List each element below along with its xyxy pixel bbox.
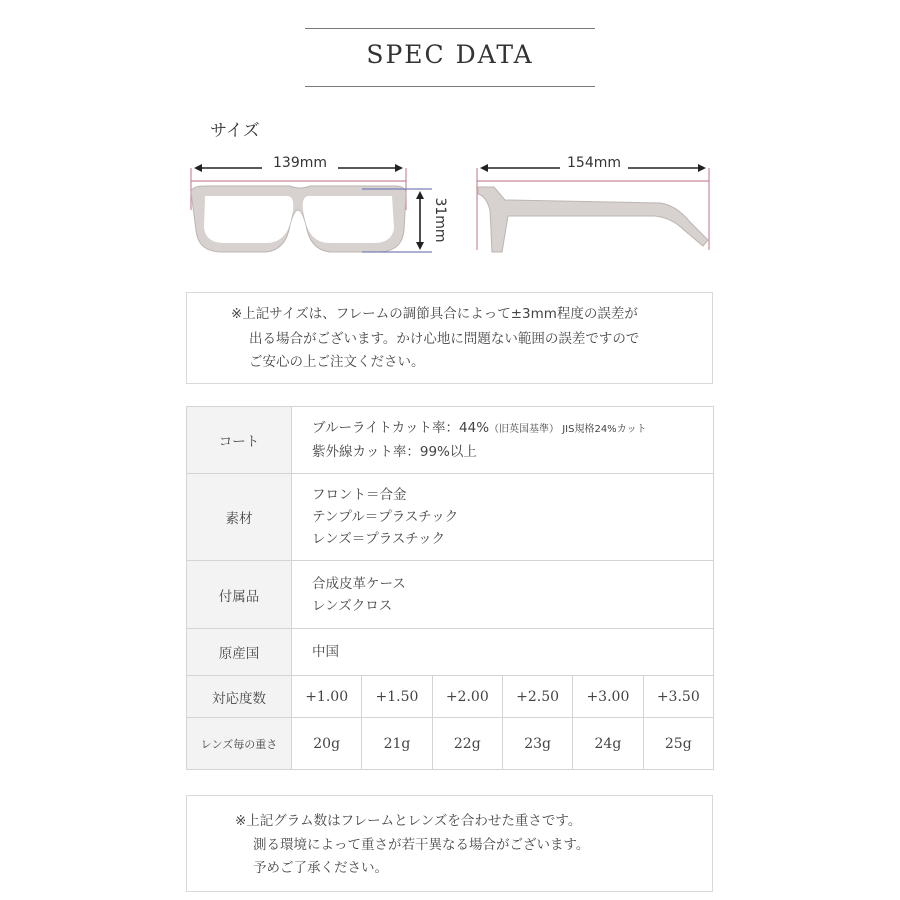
glasses-size-diagram	[0, 0, 900, 300]
weight-value: 20g	[292, 718, 362, 770]
spec-header-accessories: 付属品	[187, 561, 292, 629]
weight-note-line: 予めご了承ください。	[253, 860, 388, 876]
front-width-label: 139mm	[273, 155, 327, 171]
power-value: +1.00	[292, 676, 362, 718]
weight-note-line: 測る環境によって重さが若干異なる場合がございます。	[253, 837, 590, 853]
size-note-line: 出る場合がございます。かけ心地に問題ない範囲の誤差ですので	[249, 331, 640, 347]
material-temple: テンプル＝プラスチック	[312, 509, 459, 525]
spec-value-coat	[292, 407, 714, 474]
glasses-front-icon	[191, 186, 406, 252]
spec-row-material	[187, 474, 714, 561]
weight-value: 22g	[432, 718, 502, 770]
spec-value-material	[292, 474, 714, 561]
spec-header-coat: コート	[187, 407, 292, 474]
spec-value-accessories	[292, 561, 714, 629]
glasses-side-icon	[478, 187, 708, 252]
front-height-label: 31mm	[432, 197, 448, 243]
weight-note-box	[186, 795, 713, 892]
spec-table	[186, 406, 714, 770]
accessory-cloth: レンズクロス	[312, 597, 393, 614]
weight-value: 23g	[502, 718, 572, 770]
size-label: サイズ	[210, 121, 260, 141]
page-title: SPEC DATA	[366, 40, 534, 69]
spec-header-weights: レンズ毎の重さ	[187, 718, 292, 770]
size-note-line: ご安心の上ご注文ください。	[249, 354, 425, 370]
size-note-line: ※上記サイズは、フレームの調節具合によって±3mm程度の誤差が	[231, 306, 638, 322]
spec-header-origin: 原産国	[187, 629, 292, 676]
size-note-box	[186, 292, 713, 384]
spec-value-origin: 中国	[292, 629, 714, 676]
material-front: フロント＝合金	[312, 487, 407, 503]
spec-row-accessories	[187, 561, 714, 629]
spec-row-origin	[187, 629, 714, 676]
spec-row-coat	[187, 407, 714, 474]
power-value: +2.00	[432, 676, 502, 718]
accessory-case: 合成皮革ケース	[312, 575, 406, 592]
power-value: +3.00	[573, 676, 643, 718]
spec-header-material: 素材	[187, 474, 292, 561]
power-value: +2.50	[502, 676, 572, 718]
spec-row-powers	[187, 676, 714, 718]
spec-header-powers: 対応度数	[187, 676, 292, 718]
coat-bluelight-note: （旧英国基準） JIS規格24%カット	[489, 424, 647, 435]
weight-value: 24g	[573, 718, 643, 770]
weight-value: 21g	[362, 718, 432, 770]
power-value: +3.50	[643, 676, 713, 718]
coat-uv: 紫外線カット率：99%以上	[312, 444, 477, 460]
power-value: +1.50	[362, 676, 432, 718]
spec-row-weights	[187, 718, 714, 770]
coat-bluelight: ブルーライトカット率：44%	[312, 420, 490, 436]
weight-value: 25g	[643, 718, 713, 770]
material-lens: レンズ＝プラスチック	[312, 531, 446, 547]
temple-length-label: 154mm	[567, 155, 621, 171]
weight-note-line: ※上記グラム数はフレームとレンズを合わせた重さです。	[235, 813, 582, 829]
